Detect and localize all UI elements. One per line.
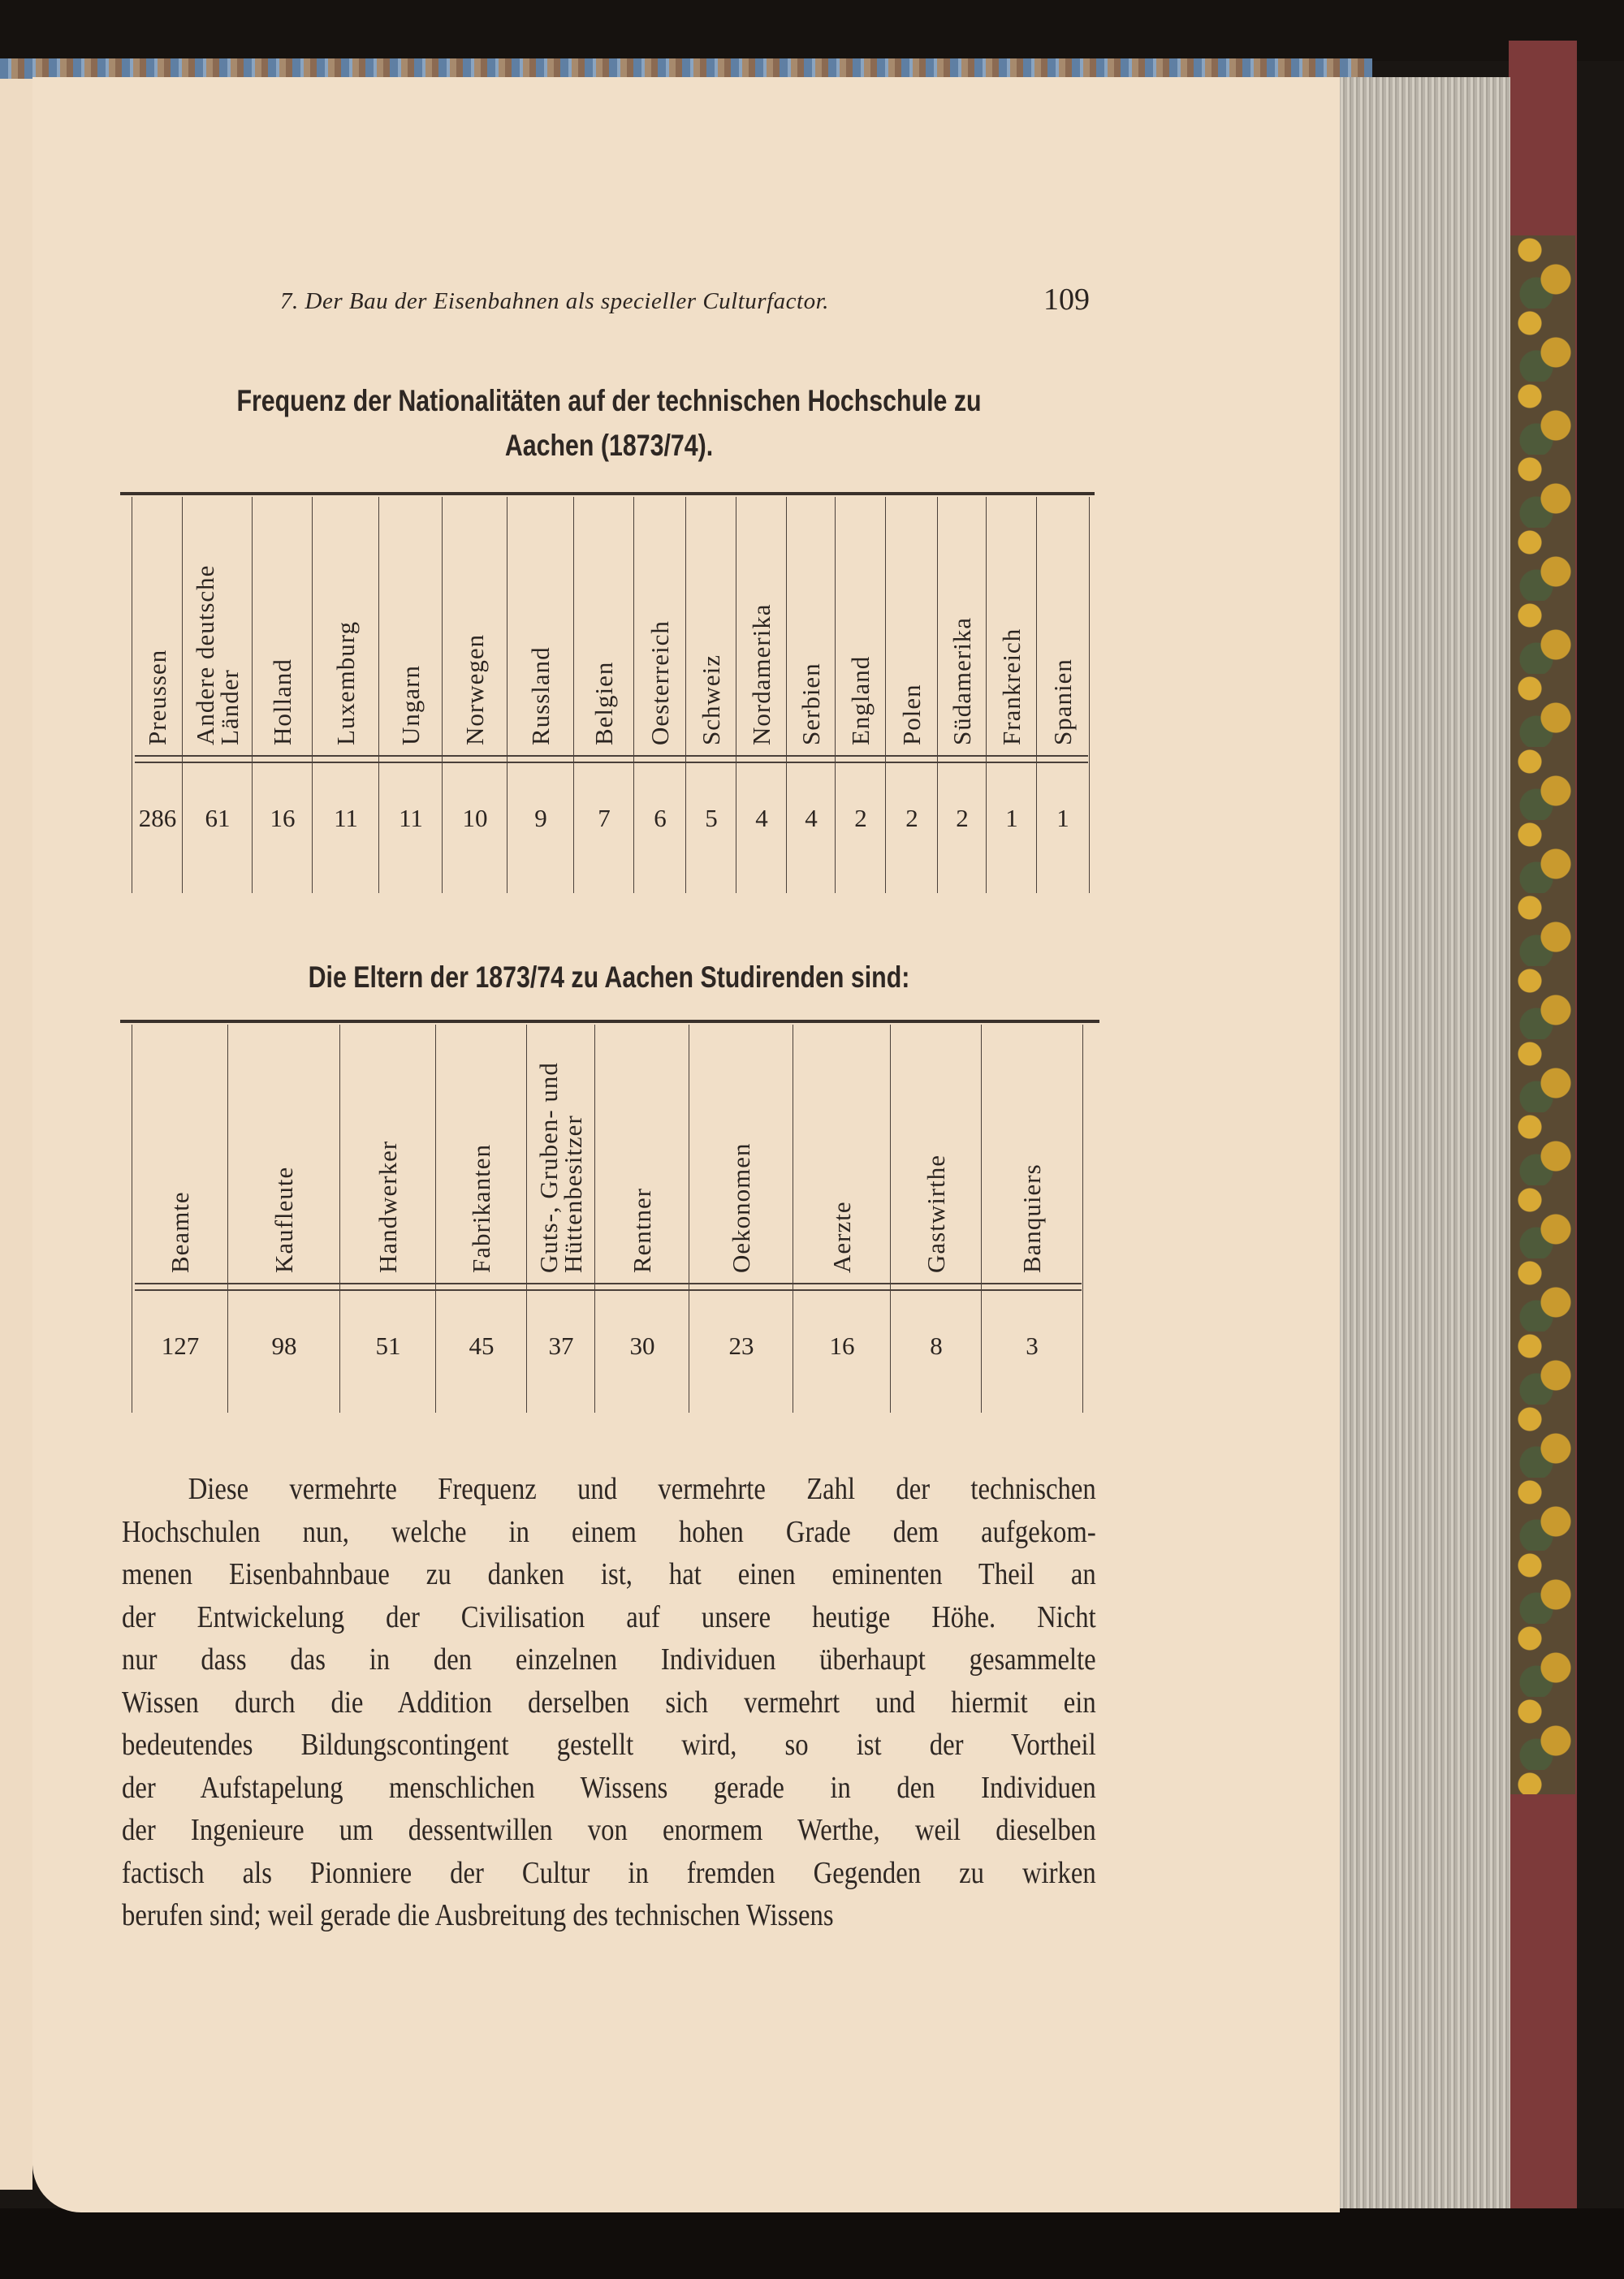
book-cover-marbled-paper — [1510, 235, 1575, 1794]
table-column — [442, 497, 508, 893]
column-header-label: Luxemburg — [331, 620, 360, 745]
table-column — [252, 497, 313, 893]
table-column — [435, 1025, 527, 1413]
column-value: 7 — [598, 804, 611, 832]
column-header — [787, 497, 836, 745]
page-edges — [1332, 77, 1510, 2212]
table1-title-line2: Aachen (1873/74). — [504, 429, 714, 462]
column-header — [340, 1025, 436, 1273]
text-line: factisch als Pionniere der Cultur in fremden Gegenden zu wirken — [122, 1855, 1096, 1890]
column-header-label: Preussen — [143, 649, 171, 745]
table-column — [378, 497, 443, 893]
column-header — [836, 497, 886, 745]
table-column — [633, 497, 686, 893]
column-header — [443, 497, 508, 745]
column-value: 23 — [728, 1332, 754, 1360]
table-column — [885, 497, 938, 893]
column-header-label: Oesterreich — [646, 620, 674, 745]
column-value: 8 — [930, 1332, 943, 1360]
column-header — [891, 1025, 982, 1273]
table-column — [312, 497, 379, 893]
text-line: Hochschulen nun, welche in einem hohen Grade dem aufgekom- — [122, 1514, 1096, 1549]
column-header-label: Rentner — [628, 1187, 656, 1273]
column-header — [183, 497, 253, 745]
column-header — [313, 497, 379, 745]
table-column — [890, 1025, 982, 1413]
body-paragraph — [122, 1468, 1096, 1937]
table-column — [736, 497, 787, 893]
text-line: der Ingenieure um dessentwillen von enormem Werthe, weil dieselben — [122, 1813, 1096, 1847]
column-header-label: Norwegen — [460, 633, 489, 745]
table-column — [594, 1025, 689, 1413]
table-column — [689, 1025, 793, 1413]
column-value: 2 — [905, 804, 918, 832]
column-header — [527, 1025, 595, 1273]
table-column — [573, 497, 634, 893]
column-header-label: Nordamerika — [747, 603, 775, 745]
column-header — [987, 497, 1037, 745]
table-column — [981, 1025, 1083, 1413]
table-column — [1036, 497, 1090, 893]
column-header-label: Guts-, Gruben- und Hüttenbesitzer — [534, 1062, 587, 1273]
background-top — [0, 0, 1624, 61]
text-line: bedeutendes Bildungscontingent gestellt wird, so ist der Vortheil — [122, 1728, 1096, 1762]
column-value: 2 — [956, 804, 969, 832]
column-header — [938, 497, 987, 745]
table-column — [132, 497, 183, 893]
column-value: 61 — [205, 804, 231, 832]
column-value: 51 — [375, 1332, 401, 1360]
column-value: 127 — [161, 1332, 200, 1360]
column-header — [379, 497, 443, 745]
table-column — [227, 1025, 340, 1413]
column-header — [689, 1025, 793, 1273]
table1-title-line1: Frequenz der Nationalitäten auf der technischen Hochschule zu — [236, 384, 982, 417]
column-header-label: Polen — [897, 684, 926, 745]
book-headband — [0, 58, 1372, 79]
column-value: 9 — [534, 804, 547, 832]
table-column — [526, 1025, 595, 1413]
column-value: 6 — [654, 804, 667, 832]
column-header — [253, 497, 313, 745]
table-column — [132, 1025, 228, 1413]
column-header-label: Holland — [268, 658, 296, 745]
column-header — [1037, 497, 1089, 745]
column-value: 3 — [1026, 1332, 1039, 1360]
column-header-label: Banquiers — [1017, 1163, 1046, 1273]
running-head — [280, 283, 1092, 329]
column-header-label: Südamerika — [948, 616, 976, 745]
table-column — [986, 497, 1037, 893]
column-value: 37 — [548, 1332, 574, 1360]
column-header-label: Handwerker — [374, 1140, 402, 1273]
table-column — [786, 497, 836, 893]
column-header — [686, 497, 736, 745]
table-column — [507, 497, 574, 893]
column-value: 4 — [805, 804, 818, 832]
table2-title: Die Eltern der 1873/74 zu Aachen Studirenden sind: — [308, 960, 910, 994]
running-title: 7. Der Bau der Eisenbahnen als specieller Culturfactor. — [280, 288, 829, 314]
column-value: 1 — [1056, 804, 1069, 832]
column-header — [982, 1025, 1082, 1273]
column-value: 2 — [854, 804, 867, 832]
column-header-label: Gastwirthe — [922, 1154, 950, 1273]
text-line: menen Eisenbahnbaue zu danken ist, hat einen eminenten Theil an — [122, 1557, 1096, 1591]
column-value: 11 — [399, 804, 423, 832]
column-header-label: Belgien — [590, 661, 618, 745]
column-header-label: England — [846, 655, 875, 745]
table-column — [793, 1025, 891, 1413]
column-header-label: Frankreich — [997, 628, 1026, 745]
table-column — [685, 497, 736, 893]
column-header-label: Andere deutsche Länder — [191, 564, 244, 745]
table-column — [937, 497, 987, 893]
table-top-rule — [120, 1020, 1099, 1023]
column-header — [634, 497, 686, 745]
column-header-label: Spanien — [1048, 658, 1077, 745]
table-column — [835, 497, 886, 893]
column-header — [228, 1025, 340, 1273]
column-value: 45 — [469, 1332, 495, 1360]
background-bottom — [0, 2208, 1624, 2279]
column-value: 16 — [270, 804, 296, 832]
column-header — [886, 497, 938, 745]
column-value: 98 — [271, 1332, 297, 1360]
column-header — [436, 1025, 527, 1273]
column-value: 4 — [755, 804, 768, 832]
facing-page-edge — [0, 79, 32, 2190]
column-value: 30 — [629, 1332, 655, 1360]
column-header-label: Kaufleute — [270, 1166, 298, 1273]
column-header-label: Ungarn — [396, 665, 425, 745]
column-header — [132, 497, 183, 745]
column-header-label: Russland — [526, 646, 555, 745]
column-value: 1 — [1005, 804, 1018, 832]
text-line: Wissen durch die Addition derselben sich vermehrt und hiermit ein — [122, 1685, 1096, 1720]
table-top-rule — [120, 492, 1095, 495]
text-line: nur dass das in den einzelnen Individuen überhaupt gesammelte — [122, 1642, 1096, 1677]
column-header — [508, 497, 574, 745]
text-line: der Entwickelung der Civilisation auf unsere heutige Höhe. Nicht — [122, 1599, 1096, 1634]
table-column — [182, 497, 253, 893]
column-header — [132, 1025, 228, 1273]
column-header — [595, 1025, 689, 1273]
text-line: berufen sind; weil gerade die Ausbreitung des technischen Wissens — [122, 1898, 834, 1932]
column-header — [574, 497, 634, 745]
column-value: 16 — [829, 1332, 855, 1360]
text-line: Diese vermehrte Frequenz und vermehrte Zahl der technischen — [188, 1472, 1096, 1506]
page-number: 109 — [1043, 283, 1090, 317]
column-header-label: Serbien — [797, 663, 825, 745]
column-header — [736, 497, 787, 745]
column-header-label: Oekonomen — [727, 1142, 755, 1273]
column-header — [793, 1025, 891, 1273]
text-line: der Aufstapelung menschlichen Wissens gerade in den Individuen — [122, 1770, 1096, 1805]
column-header-label: Fabrikanten — [467, 1143, 495, 1273]
column-value: 11 — [334, 804, 358, 832]
table-column — [339, 1025, 436, 1413]
column-value: 10 — [462, 804, 488, 832]
column-header-label: Beamte — [166, 1191, 194, 1273]
column-header-label: Schweiz — [697, 654, 725, 745]
column-header-label: Aerzte — [827, 1201, 856, 1273]
column-value: 286 — [138, 804, 177, 832]
column-value: 5 — [705, 804, 718, 832]
